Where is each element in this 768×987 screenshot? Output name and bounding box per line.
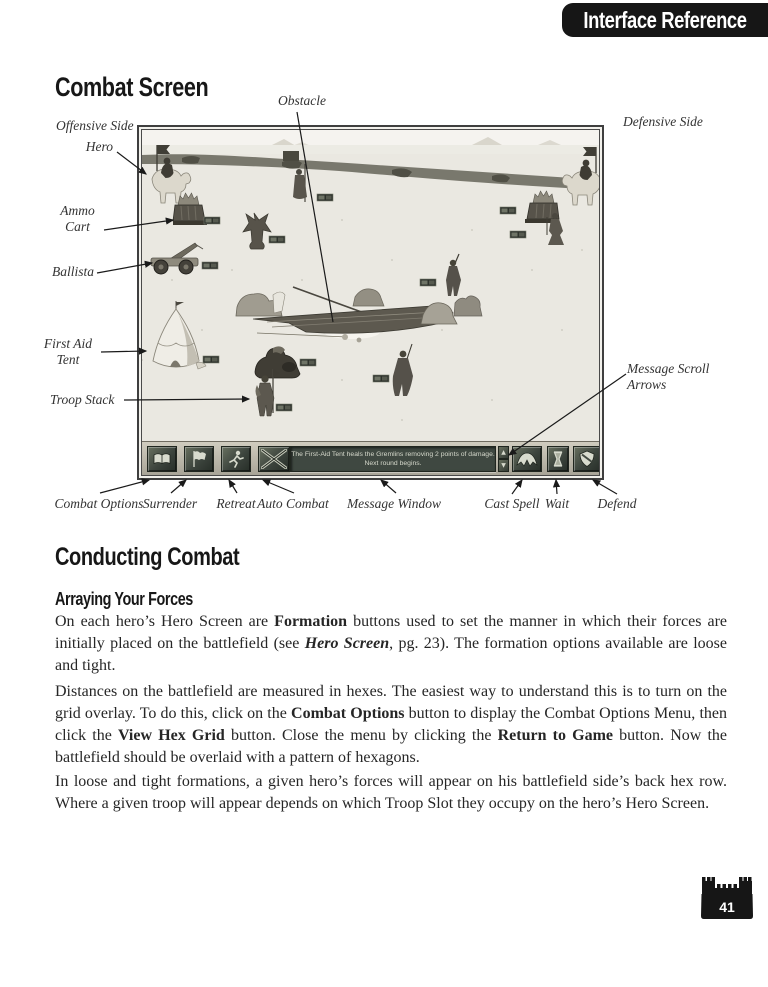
message-window xyxy=(290,446,496,472)
page-number: 41 xyxy=(719,899,735,915)
paragraph-arraying-3: In loose and tight formations, a given hero’s forces will appear on his battlefield side’s back hex row. Where a given troop will appear depends on which Troop Slot they occupy on the hero’s Hero Screen. xyxy=(55,773,727,812)
caption-defend: Defend xyxy=(597,496,637,511)
section-heading: Conducting Combat xyxy=(55,543,240,571)
combat-options-button xyxy=(147,446,177,472)
flag-icon xyxy=(190,450,208,468)
caption-wait: Wait xyxy=(544,496,570,511)
callout-ammo-cart: Ammo Cart xyxy=(60,203,95,234)
crossed-swords-icon xyxy=(261,449,287,469)
message-line-2: Next round begins. xyxy=(364,460,422,467)
combat-options-line xyxy=(100,480,149,493)
caption-message-window: Message Window xyxy=(346,496,442,511)
caption-retreat: Retreat xyxy=(216,496,256,511)
callout-troop-stack: Troop Stack xyxy=(50,392,115,407)
battlefield-illustration xyxy=(142,130,600,441)
caption-auto-combat: Auto Combat xyxy=(257,496,329,511)
header-tab xyxy=(562,3,768,37)
combat-screenshot xyxy=(141,129,600,476)
callout-ballista: Ballista xyxy=(52,264,95,279)
retreat-button xyxy=(221,446,251,472)
wait-button xyxy=(547,446,569,472)
callout-defensive-side: Defensive Side xyxy=(623,114,703,129)
book-icon xyxy=(153,452,171,466)
cast-spell-button xyxy=(512,446,542,472)
section-subheading: Arraying Your Forces xyxy=(55,589,193,609)
combat-screenshot-frame xyxy=(137,125,604,480)
running-man-icon xyxy=(227,450,245,468)
caption-surrender: Surrender xyxy=(142,496,198,511)
message-line-1: The First-Aid Tent heals the Gremlins removing 2 points of damage. xyxy=(291,451,495,458)
scroll-up-icon: ▲ xyxy=(498,446,509,459)
callout-first-aid-tent: First Aid Tent xyxy=(43,336,93,367)
callout-obstacle: Obstacle xyxy=(278,93,326,108)
defend-line xyxy=(593,480,617,494)
wait-line xyxy=(556,480,557,494)
callout-hero: Hero xyxy=(85,139,113,154)
figure-title: Combat Screen xyxy=(55,72,209,102)
scroll-down-icon: ▼ xyxy=(498,459,509,472)
spell-cape-icon xyxy=(516,451,538,467)
message-scroll-arrows xyxy=(498,446,509,472)
caption-cast-spell: Cast Spell xyxy=(484,496,540,511)
surrender-button xyxy=(184,446,214,472)
combat-bar xyxy=(142,441,600,475)
caption-combat-options: Combat Options xyxy=(54,496,144,511)
defend-button xyxy=(573,446,600,472)
hourglass-icon xyxy=(552,451,564,467)
callout-message-scroll-arrows: Message Scroll Arrows xyxy=(627,361,710,392)
surrender-line xyxy=(171,480,186,493)
retreat-line xyxy=(229,480,237,493)
auto-combat-button xyxy=(258,446,290,472)
page-number-badge xyxy=(701,875,753,921)
callout-offensive-side: Offensive Side xyxy=(56,118,134,133)
auto-combat-line xyxy=(263,480,294,493)
header-tab-title: Interface Reference xyxy=(583,6,747,33)
paragraph-arraying-1: On each hero’s Hero Screen are Formation buttons used to set the manner in which their forces are initially placed on the battlefield (see Hero Screen, pg. 23). The formation options available are loose and tight. xyxy=(55,613,728,674)
message-window-line xyxy=(381,480,396,493)
paragraph-arraying-2: Distances on the battlefield are measured in hexes. The easiest way to understand this is to turn on the grid overlay. To do this, click on the Combat Options button to display the Combat Options Menu, then click the View Hex Grid button. Close the menu by clicking the Return to Game button. Now the battlefield should be overlaid with a pattern of hexagons. xyxy=(55,683,728,766)
shield-icon xyxy=(579,450,595,468)
cast-spell-line xyxy=(512,480,522,494)
